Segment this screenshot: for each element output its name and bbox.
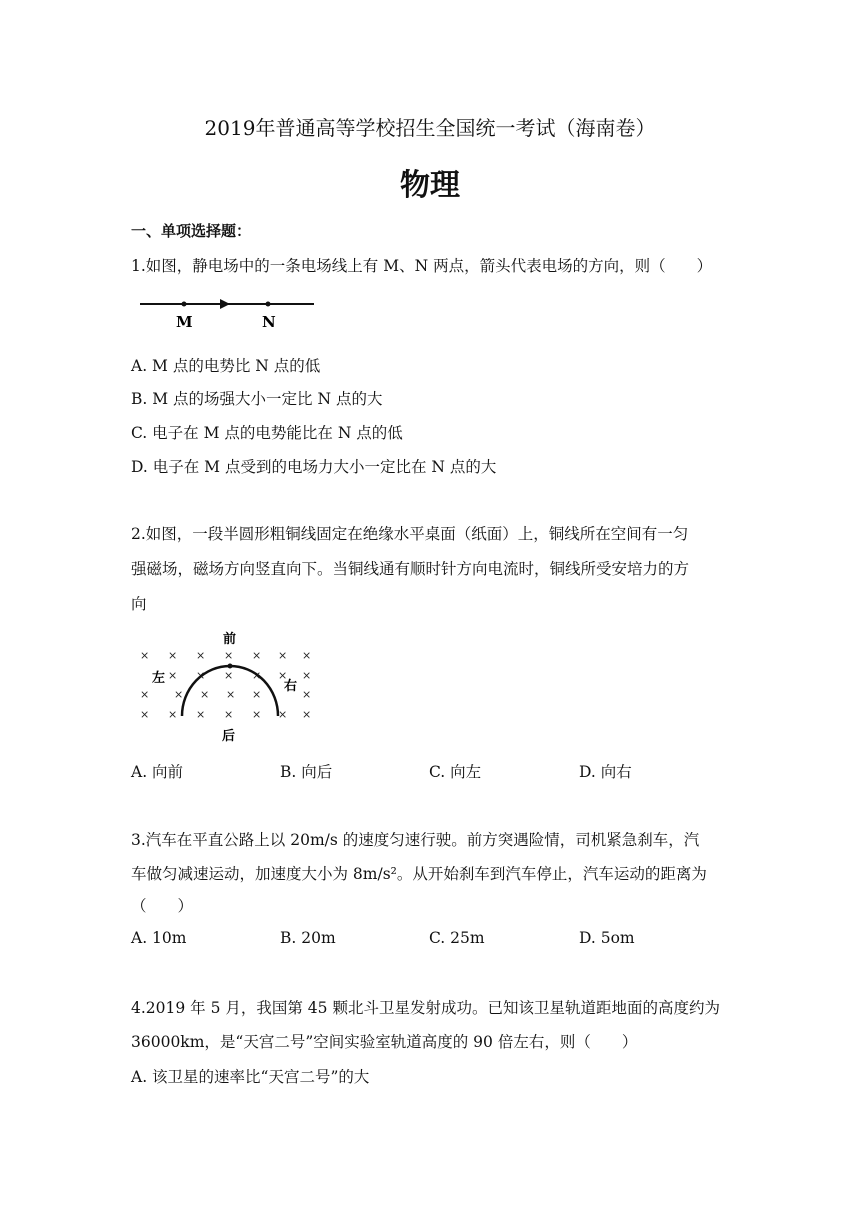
point-m — [182, 302, 187, 307]
q2-stem-line-2: 强磁场，磁场方向竖直向下。当铜线通有顺时针方向电流时，铜线所受安培力的方 — [131, 560, 690, 578]
q4-stem-line-1: 4.2019 年 5 月，我国第 45 颗北斗卫星发射成功。已知该卫星轨道距地面的高度约为 — [131, 999, 720, 1017]
field-cross: × — [200, 688, 210, 701]
q1-option-d: D. 电子在 M 点受到的电场力大小一定比在 N 点的大 — [131, 458, 497, 476]
q1-option-a: A. M 点的电势比 N 点的低 — [131, 357, 321, 375]
q3-option-d: D. 5om — [579, 929, 635, 947]
field-cross: × — [302, 708, 312, 721]
q2-option-d: D. 向右 — [579, 763, 632, 781]
subject-heading: 物理 — [400, 168, 460, 203]
label-n: N — [262, 313, 276, 331]
q1-stem: 1.如图，静电场中的一条电场线上有 M、N 两点，箭头代表电场的方向，则（ ） — [131, 257, 713, 275]
exam-title: 2019年普通高等学校招生全国统一考试（海南卷） — [204, 116, 656, 140]
point-n — [266, 302, 271, 307]
field-cross: × — [224, 708, 234, 721]
q2-stem-line-3: 向 — [131, 595, 147, 613]
wire-top-point — [228, 664, 233, 669]
field-cross: × — [168, 649, 178, 662]
field-cross: × — [278, 669, 288, 682]
field-cross: × — [168, 708, 178, 721]
field-cross: × — [226, 688, 236, 701]
q2-stem-line-1: 2.如图，一段半圆形粗铜线固定在绝缘水平桌面（纸面）上，铜线所在空间有一匀 — [131, 525, 689, 543]
q1-field-line-figure — [138, 292, 318, 332]
q4-option-a: A. 该卫星的速率比“天宫二号”的大 — [131, 1068, 370, 1086]
field-cross: × — [196, 669, 206, 682]
field-cross: × — [196, 649, 206, 662]
field-cross: × — [278, 649, 288, 662]
field-cross: × — [224, 669, 234, 682]
field-cross: × — [302, 649, 312, 662]
field-cross: × — [168, 669, 178, 682]
label-front: 前 — [223, 632, 237, 647]
q3-option-b: B. 20m — [280, 929, 336, 947]
q4-stem-line-2: 36000km，是“天宫二号”空间实验室轨道高度的 90 倍左右，则（ ） — [131, 1033, 638, 1051]
q2-option-c: C. 向左 — [429, 763, 482, 781]
q1-option-b: B. M 点的场强大小一定比 N 点的大 — [131, 390, 383, 408]
field-cross: × — [302, 688, 312, 701]
q3-stem-line-1: 3.汽车在平直公路上以 20m/s 的速度匀速行驶。前方突遇险情，司机紧急刹车，汽 — [131, 831, 700, 849]
q3-stem-line-2: 车做匀减速运动，加速度大小为 8m/s²。从开始刹车到汽车停止，汽车运动的距离为 — [131, 865, 707, 883]
q3-option-c: C. 25m — [429, 929, 485, 947]
field-cross: × — [224, 649, 234, 662]
label-left: 左 — [152, 671, 166, 686]
q1-option-c: C. 电子在 M 点的电势能比在 N 点的低 — [131, 424, 403, 442]
field-cross: × — [174, 688, 184, 701]
q3-stem-line-3: （ ） — [131, 897, 194, 915]
field-cross: × — [302, 669, 312, 682]
q3-option-a: A. 10m — [131, 929, 187, 947]
q2-option-a: A. 向前 — [131, 763, 184, 781]
label-m: M — [176, 313, 193, 331]
label-right: 右 — [284, 679, 298, 694]
q2-magnetic-field-figure — [134, 626, 324, 746]
label-back: 后 — [222, 729, 236, 744]
field-cross: × — [140, 649, 150, 662]
field-cross: × — [140, 708, 150, 721]
field-cross: × — [278, 708, 288, 721]
q2-option-b: B. 向后 — [280, 763, 333, 781]
section-heading: 一、单项选择题： — [131, 222, 252, 240]
field-cross: × — [196, 708, 206, 721]
field-cross: × — [252, 649, 262, 662]
field-cross: × — [140, 688, 150, 701]
field-cross: × — [252, 708, 262, 721]
field-cross: × — [252, 669, 262, 682]
field-arrow-icon — [220, 299, 230, 309]
field-cross: × — [252, 688, 262, 701]
